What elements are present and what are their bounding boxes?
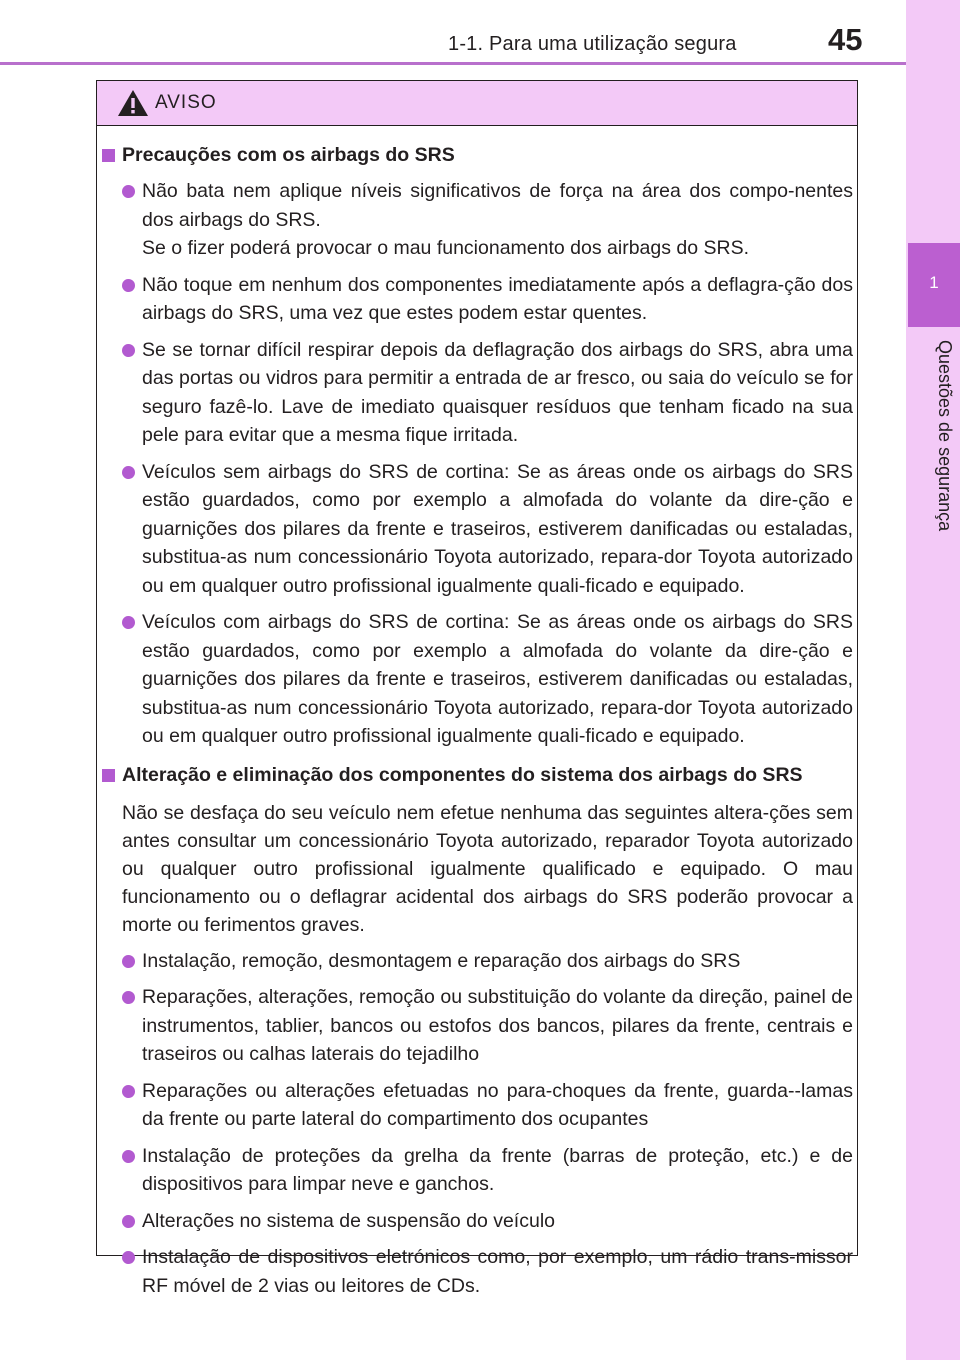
bullet-dot-icon bbox=[122, 344, 135, 357]
page-number: 45 bbox=[828, 22, 863, 57]
list-item bbox=[142, 1077, 853, 1134]
section-heading-text: Precauções com os airbags do SRS bbox=[122, 144, 455, 166]
chapter-title: Questões de segurança bbox=[935, 340, 955, 532]
list-item bbox=[142, 1207, 853, 1236]
list-item bbox=[142, 177, 853, 263]
list-item-text: Se se tornar difícil respirar depois da deflagração dos airbags do SRS, abra uma das portas ou vidros para permitir a entrada de ar fresco, ou saia do veículo se for seguro fazê-lo. Lave de imediato quaisquer resíduos que tenham ficado na sua pele para evitar que a mesma fique irritada. bbox=[142, 338, 853, 446]
list-item-text: Reparações ou alterações efetuadas no para-choques da frente, guarda--lamas da frente ou parte lateral do compartimento dos ocupantes bbox=[142, 1079, 853, 1130]
bullet-dot-icon bbox=[122, 955, 135, 968]
bullet-dot-icon bbox=[122, 1085, 135, 1098]
section-heading bbox=[97, 141, 859, 169]
side-tab bbox=[906, 0, 960, 1360]
header-rule bbox=[0, 62, 906, 65]
list-item bbox=[142, 608, 853, 751]
list-item bbox=[142, 271, 853, 328]
warning-section bbox=[97, 141, 859, 751]
bullet-dot-icon bbox=[122, 991, 135, 1004]
list-item-text: Alterações no sistema de suspensão do veículo bbox=[142, 1209, 555, 1232]
square-bullet-icon bbox=[102, 769, 115, 782]
bullet-dot-icon bbox=[122, 1150, 135, 1163]
warning-content bbox=[97, 141, 859, 1300]
bullet-dot-icon bbox=[122, 1251, 135, 1264]
list-item-text: Instalação de dispositivos eletrónicos como, por exemplo, um rádio trans-missor RF móvel de 2 vias ou leitores de CDs. bbox=[142, 1246, 853, 1297]
bullet-dot-icon bbox=[122, 185, 135, 198]
chapter-number: 1 bbox=[929, 273, 939, 292]
bullet-dot-icon bbox=[122, 616, 135, 629]
list-item bbox=[142, 336, 853, 450]
list-item-text: Reparações, alterações, remoção ou substituição do volante da direção, painel de instrumentos, tablier, bancos ou estofos dos bancos, pilares da frente, centrais e traseiros ou calhas laterais do tejadilho bbox=[142, 986, 853, 1065]
warning-header bbox=[97, 81, 857, 126]
list-item bbox=[142, 983, 853, 1069]
bullet-dot-icon bbox=[122, 466, 135, 479]
section-heading bbox=[97, 761, 859, 789]
list-item bbox=[142, 1243, 853, 1300]
list-item-text: Não bata nem aplique níveis significativos de força na área dos compo-nentes dos airbags do SRS. bbox=[142, 180, 853, 231]
list-item bbox=[142, 458, 853, 601]
list-item-text: Veículos com airbags do SRS de cortina: Se as áreas onde os airbags do SRS estão guardados, como por exemplo a almofada do volante da dire-ção e guarnições dos pilares da frente e traseiros, estiverem danificadas ou estaladas, substitua-as num concessionário Toyota autorizado, repara-dor Toyota autorizado ou em qualquer outro profissional igualmente quali-ficado e equipado. bbox=[142, 611, 853, 747]
list-item-text: Se o fizer poderá provocar o mau funcionamento dos airbags do SRS. bbox=[142, 237, 750, 259]
list-item-text: Não toque em nenhum dos componentes imediatamente após a deflagra-ção dos airbags do SRS, uma vez que estes podem estar quentes. bbox=[142, 273, 853, 324]
bullet-dot-icon bbox=[122, 1215, 135, 1228]
list-item-text: Veículos sem airbags do SRS de cortina: Se as áreas onde os airbags do SRS estão guardados, como por exemplo a almofada do volante da dire-ção e guarnições dos pilares da frente e traseiros, estiverem danificadas ou estaladas, substitua-as num concessionário Toyota autorizado, repara-dor Toyota autorizado ou em qualquer outro profissional igualmente quali-ficado e equipado. bbox=[142, 460, 853, 597]
list-item bbox=[142, 947, 853, 976]
section-heading-text: Alteração e eliminação dos componentes do sistema dos airbags do SRS bbox=[122, 763, 803, 786]
list-item-text: Instalação, remoção, desmontagem e reparação dos airbags do SRS bbox=[142, 949, 741, 972]
bullet-dot-icon bbox=[122, 279, 135, 292]
square-bullet-icon bbox=[102, 149, 115, 162]
warning-triangle-icon bbox=[117, 89, 149, 117]
warning-box bbox=[96, 80, 858, 1297]
list-item-text: Instalação de proteções da grelha da frente (barras de proteção, etc.) e de dispositivos para limpar neve e ganchos. bbox=[142, 1144, 853, 1195]
chapter-marker bbox=[908, 243, 960, 327]
list-item bbox=[142, 1142, 853, 1199]
section-title: 1-1. Para uma utilização segura bbox=[448, 33, 737, 55]
warning-label: AVISO bbox=[155, 92, 217, 113]
warning-section bbox=[97, 761, 859, 1301]
section-intro: Não se desfaça do seu veículo nem efetue nenhuma das seguintes altera-ções sem antes consultar um concessionário Toyota autorizado, reparador Toyota autorizado ou qualquer outro profissional igualmente qualificado e equipado. O mau funcionamento ou o deflagrar acidental dos airbags do SRS poderão provocar a morte ou ferimentos graves. bbox=[122, 801, 853, 936]
